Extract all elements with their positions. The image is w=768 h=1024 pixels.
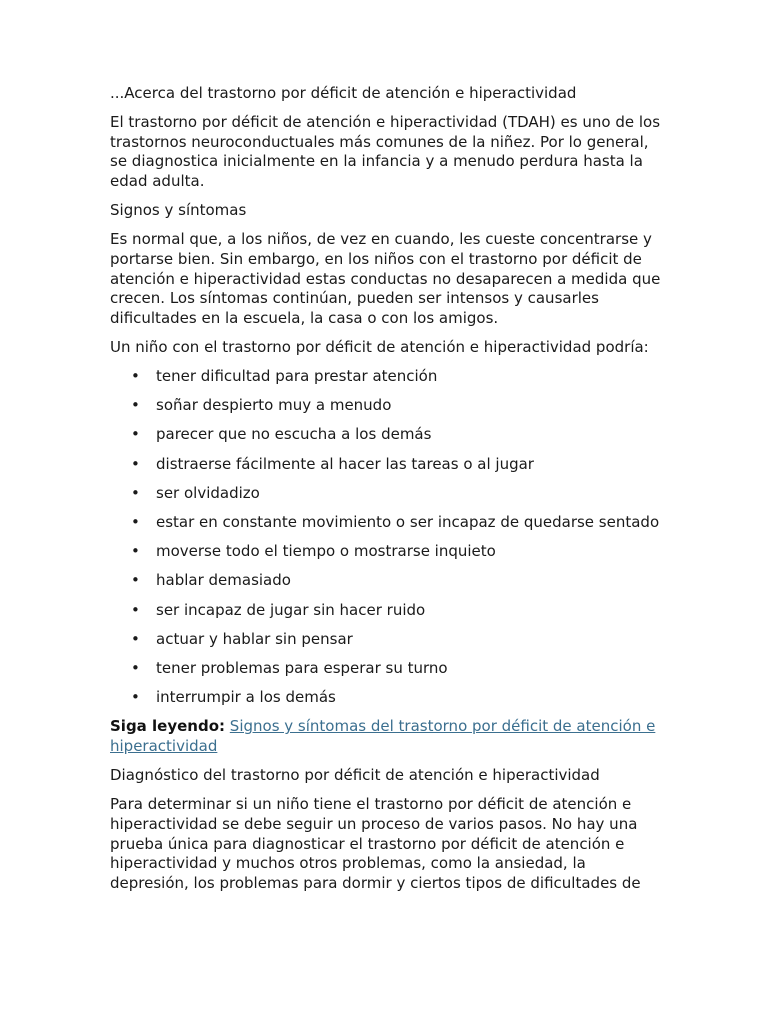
list-item: [110, 659, 665, 679]
bullet-icon: •: [131, 600, 140, 619]
list-item-text: estar en constante movimiento o ser incapaz de quedarse sentado: [156, 513, 660, 532]
read-more-label: Siga leyendo:: [110, 717, 226, 736]
diagnosis-heading: Diagnóstico del trastorno por déficit de atención e hiperactividad: [110, 766, 600, 785]
list-item-text: actuar y hablar sin pensar: [156, 629, 353, 648]
bullet-icon: •: [131, 396, 140, 415]
bullet-icon: •: [131, 367, 140, 386]
list-item: [110, 630, 665, 650]
bullet-icon: •: [131, 483, 140, 502]
bullet-icon: •: [131, 658, 140, 677]
bullet-icon: •: [131, 542, 140, 561]
bullet-icon: •: [131, 454, 140, 473]
diagnosis-paragraph: Para determinar si un niño tiene el trastorno por déficit de atención e hiperactividad se debe seguir un proceso de varios pasos. No hay una prueba única para diagnosticar el trastorno por déficit de atención e hiperactividad y muchos otros problemas, como la ansiedad, la depresión, los problemas para dormir y ciertos tipos de dificultades de: [110, 795, 641, 892]
list-item-text: tener dificultad para prestar atención: [156, 367, 438, 386]
list-item: [110, 455, 665, 475]
list-item-text: ser incapaz de jugar sin hacer ruido: [156, 600, 426, 619]
list-item-text: hablar demasiado: [156, 571, 291, 590]
signs-paragraph: Es normal que, a los niños, de vez en cuando, les cueste concentrarse y portarse bien. Sin embargo, en los niños con el trastorno por déficit de atención e hiperactividad estas conductas no desaparecen a medida que crecen. Los síntomas continúan, pueden ser intensos y causarles dificultades en la escuela, la casa o con los amigos.: [110, 230, 661, 327]
bullet-icon: •: [131, 425, 140, 444]
intro-paragraph: El trastorno por déficit de atención e hiperactividad (TDAH) es uno de los trastornos neuroconductuales más comunes de la niñez. Por lo general, se diagnostica inicialmente en la infancia y a menudo perdura hasta la edad adulta.: [110, 113, 661, 190]
list-item-text: interrumpir a los demás: [156, 688, 336, 707]
list-item-text: ser olvidadizo: [156, 483, 260, 502]
list-item: [110, 396, 665, 416]
document-page: [110, 84, 665, 903]
list-item: [110, 484, 665, 504]
bullet-icon: •: [131, 513, 140, 532]
bullet-icon: •: [131, 629, 140, 648]
list-item: [110, 571, 665, 591]
list-item: [110, 688, 665, 708]
list-item-text: soñar despierto muy a menudo: [156, 396, 392, 415]
read-more-link[interactable]: Signos y síntomas del trastorno por déficit de atención e hiperactividad: [110, 717, 656, 755]
list-item-text: moverse todo el tiempo o mostrarse inquieto: [156, 542, 496, 561]
symptom-list: [110, 367, 665, 708]
read-more: [110, 717, 665, 756]
list-item-text: distraerse fácilmente al hacer las tareas o al jugar: [156, 454, 534, 473]
list-item: [110, 601, 665, 621]
signs-heading: Signos y síntomas: [110, 201, 247, 220]
bullet-icon: •: [131, 571, 140, 590]
list-item-text: tener problemas para esperar su turno: [156, 658, 448, 677]
bullet-icon: •: [131, 688, 140, 707]
list-item: [110, 425, 665, 445]
list-item: [110, 367, 665, 387]
list-item-text: parecer que no escucha a los demás: [156, 425, 432, 444]
page-heading: ...Acerca del trastorno por déficit de atención e hiperactividad: [110, 84, 577, 102]
list-item: [110, 513, 665, 533]
list-item: [110, 542, 665, 562]
list-intro: Un niño con el trastorno por déficit de atención e hiperactividad podría:: [110, 337, 649, 356]
